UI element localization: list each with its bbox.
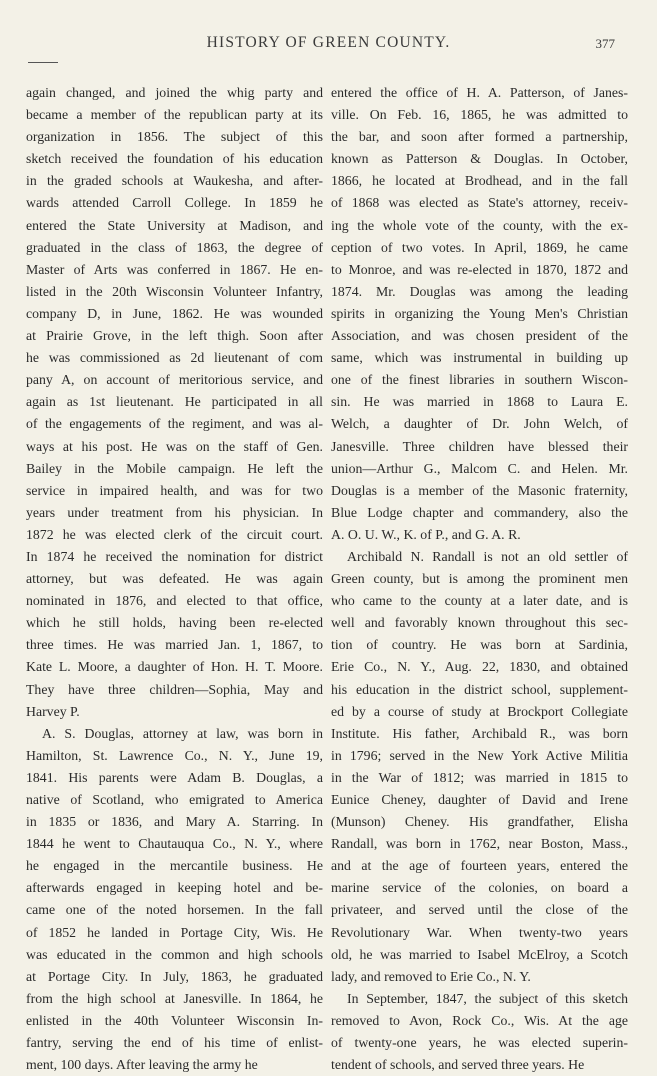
text-line: tendent of schools, and served three years. He [331,1057,585,1073]
text-line: removed to Avon, Rock Co., Wis. At the age [331,1012,628,1028]
text-line: A. O. U. W., K. of P., and G. A. R. [331,526,521,542]
text-line: sketch received the foundation of his education [26,151,323,167]
text-line: again changed, and joined the whig party and [26,85,323,100]
text-line: Kate L. Moore, a daughter of Hon. H. T. Moore. [26,659,323,675]
text-line: In 1874 he received the nomination for district [26,548,323,564]
text-line: ville. On Feb. 16, 1865, he was admitted to [331,107,628,123]
text-line: the bar, and soon after formed a partnership, [331,129,628,145]
text-line: who came to the county at a later date, and is [331,593,628,609]
text-line: company D, in June, 1862. He was wounded [26,305,323,321]
text-line: 1841. His parents were Adam B. Douglas, a [26,769,323,785]
page-header [0,34,657,58]
text-line: graduated in the class of 1863, the degree of [26,239,323,255]
text-line: Master of Arts was conferred in 1867. He en- [26,261,323,277]
text-line: Blue Lodge chapter and commandery, also the [331,504,628,520]
text-line: which he still holds, having been re-elected [26,615,323,631]
text-line: one of the finest libraries in southern Wiscon- [331,372,628,388]
text-line: nominated in 1876, and elected to that office, [26,593,323,609]
text-line: tion of country. He was born at Sardinia, [331,637,628,653]
header-rule [28,62,58,63]
text-line: Bailey in the Mobile campaign. He left the [26,460,323,476]
text-line: 1844 he went to Chautauqua Co., N. Y., where [26,836,323,852]
text-line: attorney, but was defeated. He was again [26,571,323,587]
text-line: became a member of the republican party at its [26,107,323,123]
text-line: Institute. His father, Archibald R., was born [331,725,628,741]
text-line: Green county, but is among the prominent men [331,571,628,587]
page-number: 377 [595,36,615,51]
text-line: wards attended Carroll College. In 1859 he [26,195,323,211]
text-line: organization in 1856. The subject of this [26,129,323,145]
text-line: lady, and removed to Erie Co., N. Y. [331,968,531,984]
text-line: of 1868 was elected as State's attorney, receiv- [331,195,628,211]
text-line: ception of two votes. In April, 1869, he came [331,239,628,255]
text-line: of 1852 he landed in Portage City, Wis. He [26,924,323,940]
text-line: ed by a course of study at Brockport Collegiate [331,703,628,719]
text-line: In September, 1847, the subject of this sketch [347,990,628,1006]
text-line: pany A, on account of meritorious service, and [26,372,323,388]
text-line: service in impaired health, and was for two [26,482,323,498]
text-line: same, which was instrumental in building up [331,350,628,366]
text-line: native of Scotland, who emigrated to America [26,792,323,807]
text-line: old, he was married to Isabel McElroy, a Scotch [331,946,628,962]
text-line: Janesville. Three children have blessed their [331,438,628,454]
text-line: Randall, was born in 1762, near Boston, Mass., [331,836,628,852]
text-line: Harvey P. [26,703,80,719]
text-line: 1872 he was elected clerk of the circuit court. [26,526,323,542]
text-line: 1866, he located at Brodhead, and in the fall [331,173,628,189]
text-line: from the high school at Janesville. In 1864, he [26,990,323,1006]
text-line: fantry, serving the end of his time of enlist- [26,1035,323,1051]
text-line: privateer, and served until the close of the [331,902,628,918]
text-line: in 1835 or 1836, and Mary A. Starring. In [26,814,323,830]
text-line: (Munson) Cheney. His grandfather, Elisha [331,814,628,830]
text-line: in the War of 1812; was married in 1815 to [331,769,628,785]
text-line: and at the age of fourteen years, entered the [331,858,628,874]
text-line: Association, and was chosen president of the [331,328,628,344]
text-line: Archibald N. Randall is not an old settler of [347,548,628,564]
text-line: in 1796; served in the New York Active Militia [331,747,628,763]
text-line: Welch, a daughter of Dr. John Welch, of [331,416,628,432]
right-column [331,82,628,1076]
text-line: Revolutionary War. When twenty-two years [331,924,628,940]
text-line: was educated in the common and high schools [26,946,323,962]
text-line: sin. He was married in 1868 to Laura E. [331,394,628,410]
text-line: enlisted in the 40th Volunteer Wisconsin In- [26,1012,323,1028]
text-line: A. S. Douglas, attorney at law, was born in [42,725,323,741]
text-line: known as Patterson & Douglas. In October, [331,151,628,167]
text-line: marine service of the colonies, on board a [331,880,628,896]
text-line: three times. He was married Jan. 1, 1867, to [26,637,323,653]
running-title: HISTORY OF GREEN COUNTY. [206,34,451,51]
text-line: spirits in organizing the Young Men's Christian [331,305,628,321]
text-line: entered the State University at Madison, and [26,217,323,233]
text-line: of twenty-one years, he was elected superin- [331,1035,628,1051]
text-line: ing the whole vote of the county, with the ex- [331,217,628,233]
text-line: ways at his post. He was on the staff of Gen. [26,438,323,454]
text-line: his education in the district school, supplement- [331,681,628,697]
text-line: afterwards engaged in keeping hotel and be- [26,880,323,896]
text-line: in the graded schools at Waukesha, and after- [26,173,323,189]
text-line: Douglas is a member of the Masonic fraternity, [331,482,628,498]
text-line: at Portage City. In July, 1863, he graduated [26,968,323,984]
text-line: at Prairie Grove, in the left thigh. Soon after [26,328,323,344]
text-line: entered the office of H. A. Patterson, of Janes- [331,85,628,100]
text-line: Eunice Cheney, daughter of David and Irene [331,792,628,807]
text-line: to Monroe, and was re-elected in 1870, 1872 and [331,261,628,277]
text-line: well and favorably known throughout this sec- [331,615,628,631]
text-line: Erie Co., N. Y., Aug. 22, 1830, and obtained [331,659,628,675]
text-line: he was commissioned as 2d lieutenant of com [26,350,323,366]
text-line: They have three children—Sophia, May and [26,681,323,697]
left-column [26,82,323,1076]
text-line: he engaged in the mercantile business. He [26,858,323,874]
text-line: years under treatment from his physician. In [26,504,323,520]
text-line: of the engagements of the regiment, and was al- [26,416,323,432]
text-line: ment, 100 days. After leaving the army he [26,1057,258,1073]
text-line: again as 1st lieutenant. He participated in all [26,394,323,410]
text-line: came one of the noted horsemen. In the fall [26,902,323,918]
text-line: Hamilton, St. Lawrence Co., N. Y., June 19, [26,747,323,763]
text-line: listed in the 20th Wisconsin Volunteer Infantry, [26,283,323,299]
text-line: union—Arthur G., Malcom C. and Helen. Mr. [331,460,628,476]
text-line: 1874. Mr. Douglas was among the leading [331,283,628,299]
